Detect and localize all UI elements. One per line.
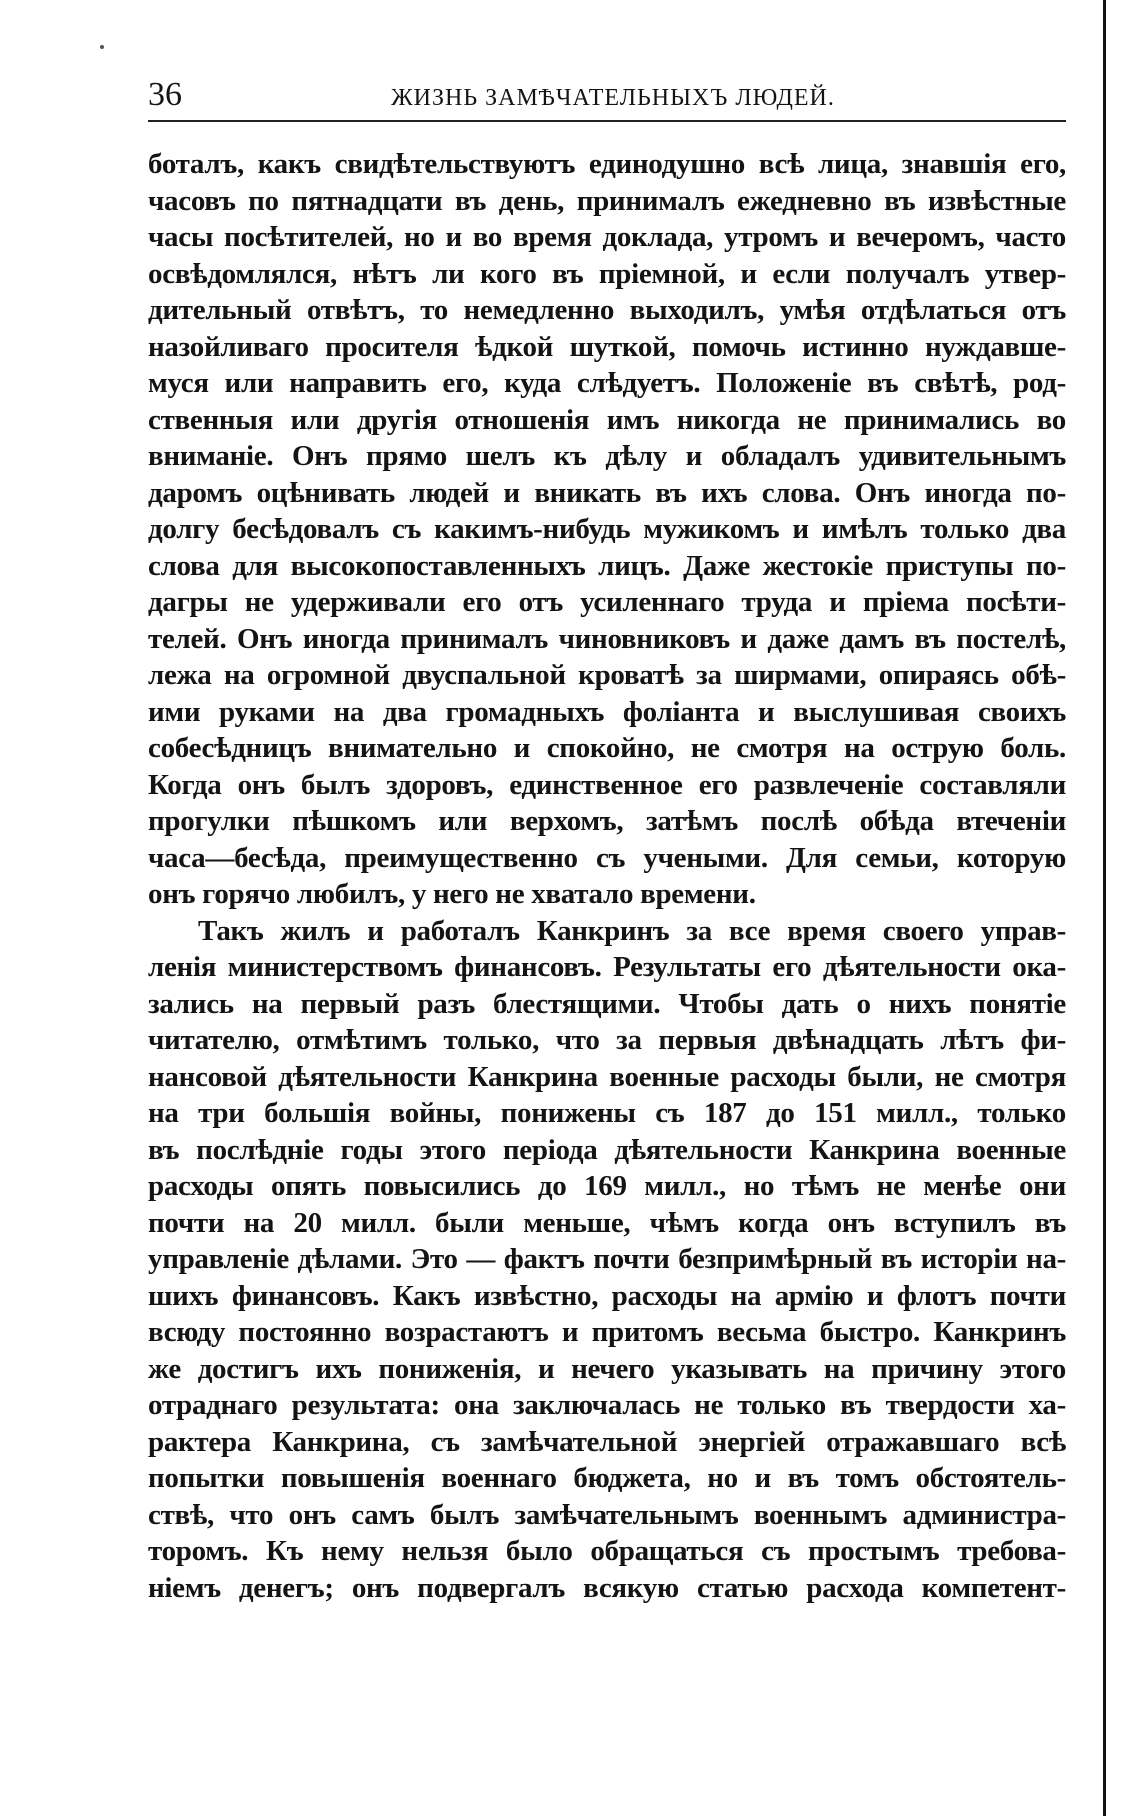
text-line: вниманіе. Онъ прямо шелъ къ дѣлу и обладалъ удивительнымъ xyxy=(148,440,1066,472)
text-line: торомъ. Къ нему нельзя было обращаться съ простымъ требова- xyxy=(148,1535,1066,1567)
text-line: управленіе дѣлами. Это — фактъ почти безпримѣрный въ исторіи на- xyxy=(148,1243,1066,1275)
text-line: собесѣдницъ внимательно и спокойно, не смотря на острую боль. xyxy=(148,732,1066,764)
paragraph-2 xyxy=(148,913,1066,1607)
text-line: ствѣ, что онъ самъ былъ замѣчательнымъ военнымъ администра- xyxy=(148,1498,1066,1531)
text-line: почти на 20 милл. были меньше, чѣмъ когда онъ вступилъ въ xyxy=(148,1206,1066,1239)
running-title: ЖИЗНЬ ЗАМѢЧАТЕЛЬНЫХЪ ЛЮДЕЙ. xyxy=(391,85,835,111)
page-header xyxy=(148,72,1078,122)
text-line: ленія министерствомъ финансовъ. Результаты его дѣятельности ока- xyxy=(148,951,1066,983)
text-line: лежа на огромной двуспальной кроватѣ за ширмами, опираясь обѣ- xyxy=(148,659,1066,691)
header-rule xyxy=(148,120,1066,122)
text-line: дительный отвѣтъ, то немедленно выходилъ, умѣя отдѣлаться отъ xyxy=(148,294,1066,326)
stray-ink-dot xyxy=(100,45,104,49)
text-line: отраднаго результата: она заключалась не только въ твердости ха- xyxy=(148,1389,1066,1421)
text-line: долгу бесѣдовалъ съ какимъ-нибудь мужикомъ и имѣлъ только два xyxy=(148,513,1066,545)
text-line: на три большія войны, понижены съ 187 до 151 милл., только xyxy=(148,1097,1066,1129)
text-line: рактера Канкрина, съ замѣчательной энергіей отражавшаго всѣ xyxy=(148,1425,1066,1458)
text-line: телей. Онъ иногда принималъ чиновниковъ и даже дамъ въ постелѣ, xyxy=(148,622,1066,655)
paragraph-1 xyxy=(148,146,1066,913)
text-line: часа—бесѣда, преимущественно съ учеными. Для семьи, которую xyxy=(148,841,1066,874)
body-text xyxy=(148,146,1066,1606)
text-line: въ послѣдніе годы этого періода дѣятельности Канкрина военные xyxy=(148,1133,1066,1166)
text-line: всюду постоянно возрастаютъ и притомъ весьма быстро. Канкринъ xyxy=(148,1316,1066,1348)
text-line: часы посѣтителей, но и во время доклада, утромъ и вечеромъ, часто xyxy=(148,221,1066,253)
text-line: даромъ оцѣнивать людей и вникать въ ихъ слова. Онъ иногда по- xyxy=(148,476,1066,509)
text-line: ніемъ денегъ; онъ подвергалъ всякую статью расхода компетент- xyxy=(148,1571,1066,1604)
page-number: 36 xyxy=(148,76,182,113)
text-line: же достигъ ихъ пониженія, и нечего указывать на причину этого xyxy=(148,1352,1066,1385)
text-line: Когда онъ былъ здоровъ, единственное его развлеченіе составляли xyxy=(148,768,1066,801)
text-line: шихъ финансовъ. Какъ извѣстно, расходы на армію и флотъ почти xyxy=(148,1279,1066,1312)
text-line: боталъ, какъ свидѣтельствуютъ единодушно всѣ лица, знавшія его, xyxy=(148,148,1066,180)
text-line: освѣдомлялся, нѣтъ ли кого въ пріемной, и если получалъ утвер- xyxy=(148,257,1066,290)
text-line: прогулки пѣшкомъ или верхомъ, затѣмъ послѣ обѣда втеченіи xyxy=(148,805,1066,837)
text-line: расходы опять повысились до 169 милл., но тѣмъ не менѣе они xyxy=(148,1170,1066,1202)
text-line: зались на первый разъ блестящими. Чтобы дать о нихъ понятіе xyxy=(148,987,1066,1020)
text-line: дагры не удерживали его отъ усиленнаго труда и пріема посѣти- xyxy=(148,586,1066,618)
text-line: Такъ жилъ и работалъ Канкринъ за все время своего управ- xyxy=(198,914,1066,947)
text-line: онъ горячо любилъ, у него не хватало времени. xyxy=(148,878,756,910)
text-line: ственныя или другія отношенія имъ никогда не принимались во xyxy=(148,403,1066,436)
text-line: ими руками на два громадныхъ фоліанта и выслушивая своихъ xyxy=(148,695,1066,728)
text-line: назойливаго просителя ѣдкой шуткой, помочь истинно нуждавше- xyxy=(148,330,1066,363)
text-line: попытки повышенія военнаго бюджета, но и въ томъ обстоятель- xyxy=(148,1462,1066,1494)
text-line: слова для высокопоставленныхъ лицъ. Даже жестокіе приступы по- xyxy=(148,549,1066,582)
page-edge-rule xyxy=(1103,0,1106,1816)
text-line: часовъ по пятнадцати въ день, принималъ ежедневно въ извѣстные xyxy=(148,184,1066,217)
text-line: нансовой дѣятельности Канкрина военные расходы были, не смотря xyxy=(148,1060,1066,1093)
text-line: читателю, отмѣтимъ только, что за первыя двѣнадцать лѣтъ фи- xyxy=(148,1024,1066,1056)
text-line: муся или направить его, куда слѣдуетъ. Положеніе въ свѣтѣ, род- xyxy=(148,367,1066,399)
